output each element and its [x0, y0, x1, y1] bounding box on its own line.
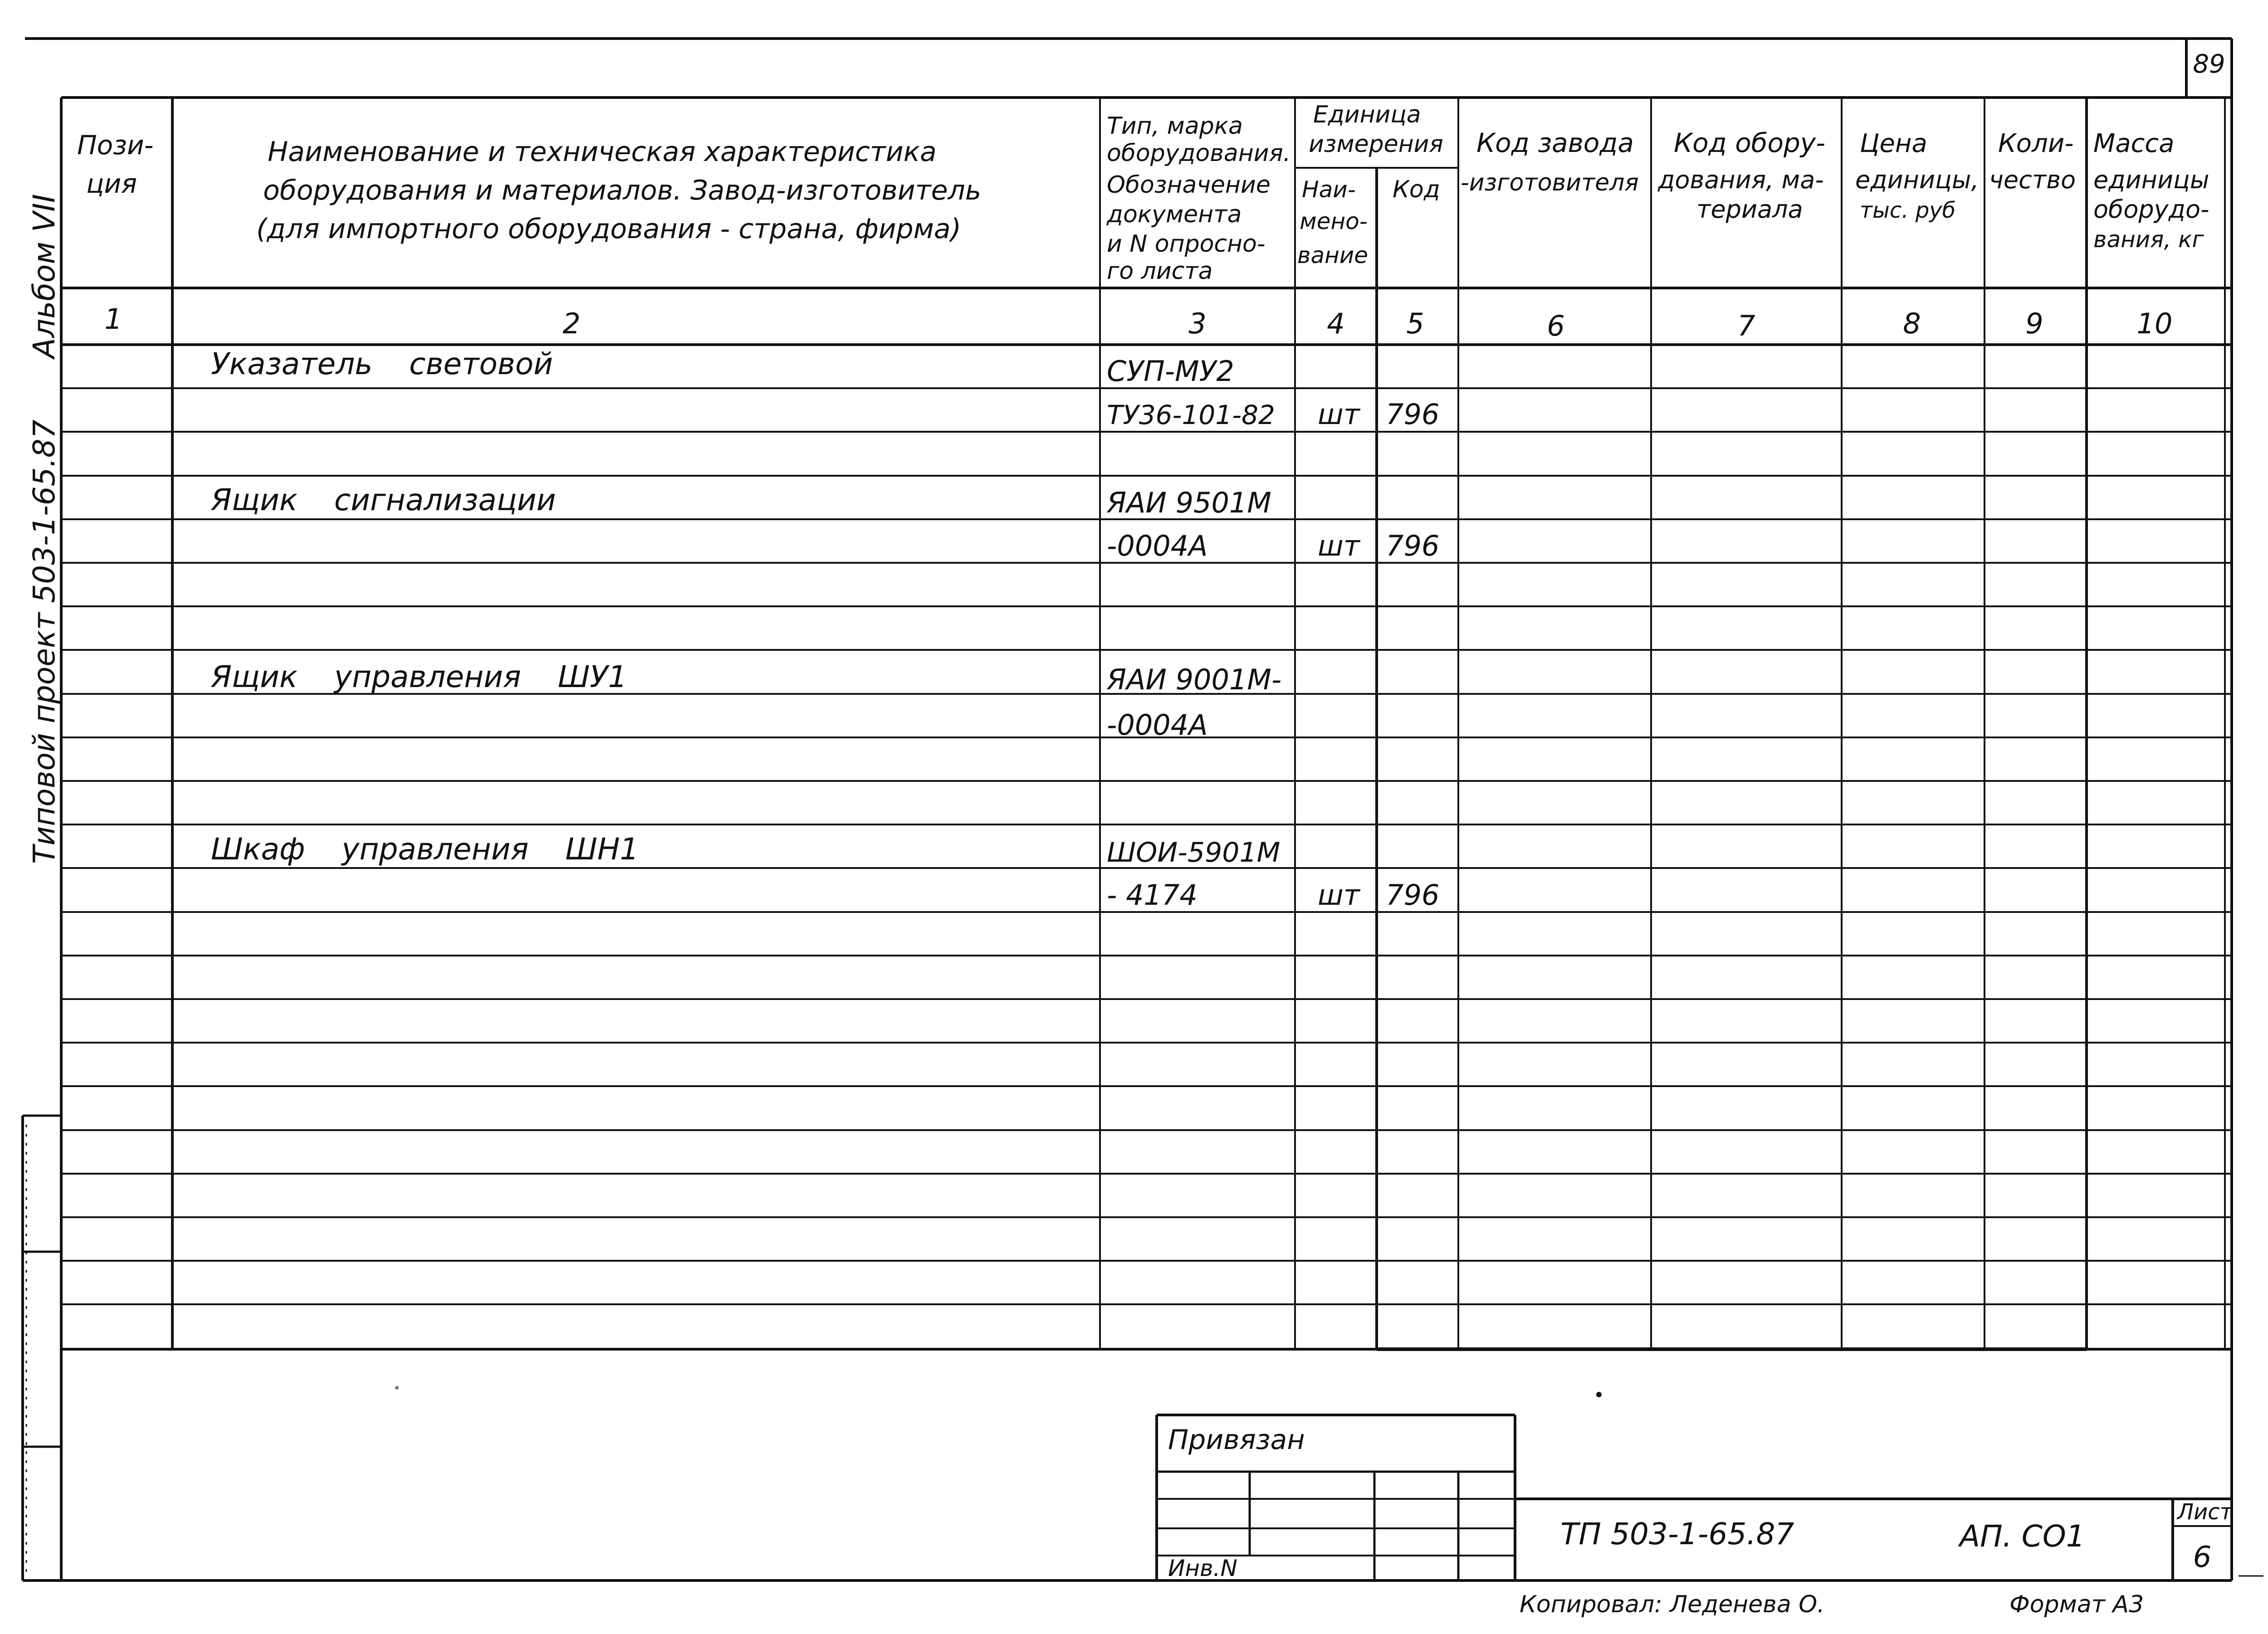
column-number: 3	[1188, 307, 1207, 340]
header-factory-code	[1461, 127, 1639, 196]
column-number: 6	[1547, 309, 1565, 342]
column-number: 8	[1903, 307, 1921, 340]
header-type-line: оборудования.	[1107, 140, 1291, 167]
stamp-document-code: АП. СО1	[1960, 1519, 2085, 1554]
album-label: Альбом VII	[27, 194, 62, 358]
column-number: 7	[1737, 309, 1755, 342]
header-price-line: Цена	[1860, 129, 1927, 158]
row-type: ТУ36-101-82	[1107, 400, 1275, 430]
column-number: 2	[562, 307, 581, 340]
header-unit-group-line: измерения	[1309, 131, 1443, 158]
header-type-line: го листа	[1107, 258, 1213, 285]
header-unit-group	[1309, 101, 1443, 158]
header-factory-code-line: Код завода	[1476, 127, 1634, 158]
header-mass-line: оборудо-	[2093, 195, 2209, 224]
header-factory-code-line: -изготовителя	[1461, 169, 1639, 196]
speck	[1596, 1392, 1602, 1397]
header-name	[256, 136, 981, 245]
header-unit-name-line: Наи-	[1302, 176, 1356, 203]
header-unit-code: Код	[1393, 176, 1440, 203]
stamp-inventory-label: Инв.N	[1168, 1555, 1237, 1581]
row-unit: шт	[1318, 529, 1360, 562]
header-position-line: ция	[86, 168, 137, 199]
column-number: 5	[1406, 307, 1424, 340]
table-header	[77, 101, 2209, 285]
header-type-line: Тип, марка	[1107, 112, 1243, 140]
row-type: ШОИ-5901М	[1107, 837, 1281, 868]
header-equipment-code-line: дования, ма-	[1658, 166, 1824, 194]
project-label: Типовой проект 503-1-65.87	[27, 419, 62, 864]
row-type: СУП-МУ2	[1107, 355, 1234, 388]
row-type: ЯАИ 9501М	[1107, 486, 1271, 519]
header-unit-name-line: вание	[1297, 242, 1369, 268]
header-name-line: Наименование и техническая характеристика	[268, 136, 937, 168]
header-price-line: тыс. руб	[1860, 198, 1956, 223]
stamp-copied-by: Копировал: Леденева О.	[1520, 1591, 1825, 1618]
stamp-sheet-number: 6	[2193, 1541, 2212, 1574]
header-mass-line: вания, кг	[2093, 226, 2204, 253]
stamp-text	[1168, 1424, 2234, 1618]
header-type-line: документа	[1107, 201, 1242, 228]
page-number: 89	[2193, 49, 2225, 79]
header-type-line: Обозначение	[1107, 171, 1271, 199]
header-mass-line: единицы	[2093, 166, 2209, 194]
row-unit: шт	[1318, 878, 1360, 912]
row-type: - 4174	[1107, 878, 1198, 912]
header-name-line: оборудования и материалов. Завод-изготовитель	[263, 175, 982, 206]
header-type-line: и N опросно-	[1107, 230, 1266, 258]
column-numbers-row	[104, 302, 2172, 342]
row-name: Шкаф управления ШН1	[211, 832, 639, 867]
header-price-line: единицы,	[1855, 166, 1979, 194]
column-number: 4	[1327, 307, 1345, 340]
row-code: 796	[1386, 398, 1440, 431]
stamp-linked-label: Привязан	[1168, 1424, 1305, 1456]
header-price	[1855, 129, 1979, 223]
row-name: Ящик управления ШУ1	[211, 659, 627, 694]
row-type: -0004А	[1107, 529, 1208, 562]
row-code: 796	[1386, 878, 1440, 912]
header-type	[1106, 112, 1290, 285]
header-name-line: (для импортного оборудования - страна, фирма)	[256, 213, 962, 245]
stamp-format: Формат А3	[2009, 1591, 2144, 1618]
header-equipment-code-line: териала	[1696, 195, 1803, 224]
header-unit-group-line: Единица	[1313, 101, 1421, 128]
row-name: Указатель световой	[211, 346, 553, 381]
header-quantity	[1989, 129, 2076, 194]
header-mass-line: Масса	[2093, 129, 2175, 158]
header-quantity-line: Коли-	[1998, 129, 2074, 158]
header-equipment-code	[1657, 127, 1825, 224]
column-number: 10	[2136, 307, 2173, 340]
header-equipment-code-line: Код обору-	[1674, 127, 1826, 158]
header-mass	[2093, 129, 2209, 253]
row-type: ЯАИ 9001М-	[1107, 663, 1282, 696]
row-name: Ящик сигнализации	[211, 483, 556, 517]
row-type: -0004А	[1107, 708, 1208, 741]
column-number: 9	[2025, 307, 2043, 340]
header-unit-name	[1297, 176, 1368, 268]
stamp-block	[1157, 1415, 2232, 1580]
header-quantity-line: чество	[1989, 166, 2076, 194]
stamp-sheet-label: Лист	[2177, 1499, 2233, 1525]
column-number: 1	[104, 302, 122, 336]
header-unit-name-line: мено-	[1300, 208, 1368, 234]
header-position-line: Пози-	[77, 130, 154, 161]
speck	[395, 1386, 399, 1390]
row-unit: шт	[1318, 398, 1360, 431]
stamp-designation: ТП 503-1-65.87	[1560, 1517, 1794, 1551]
row-code: 796	[1386, 529, 1440, 562]
header-position	[77, 130, 154, 199]
